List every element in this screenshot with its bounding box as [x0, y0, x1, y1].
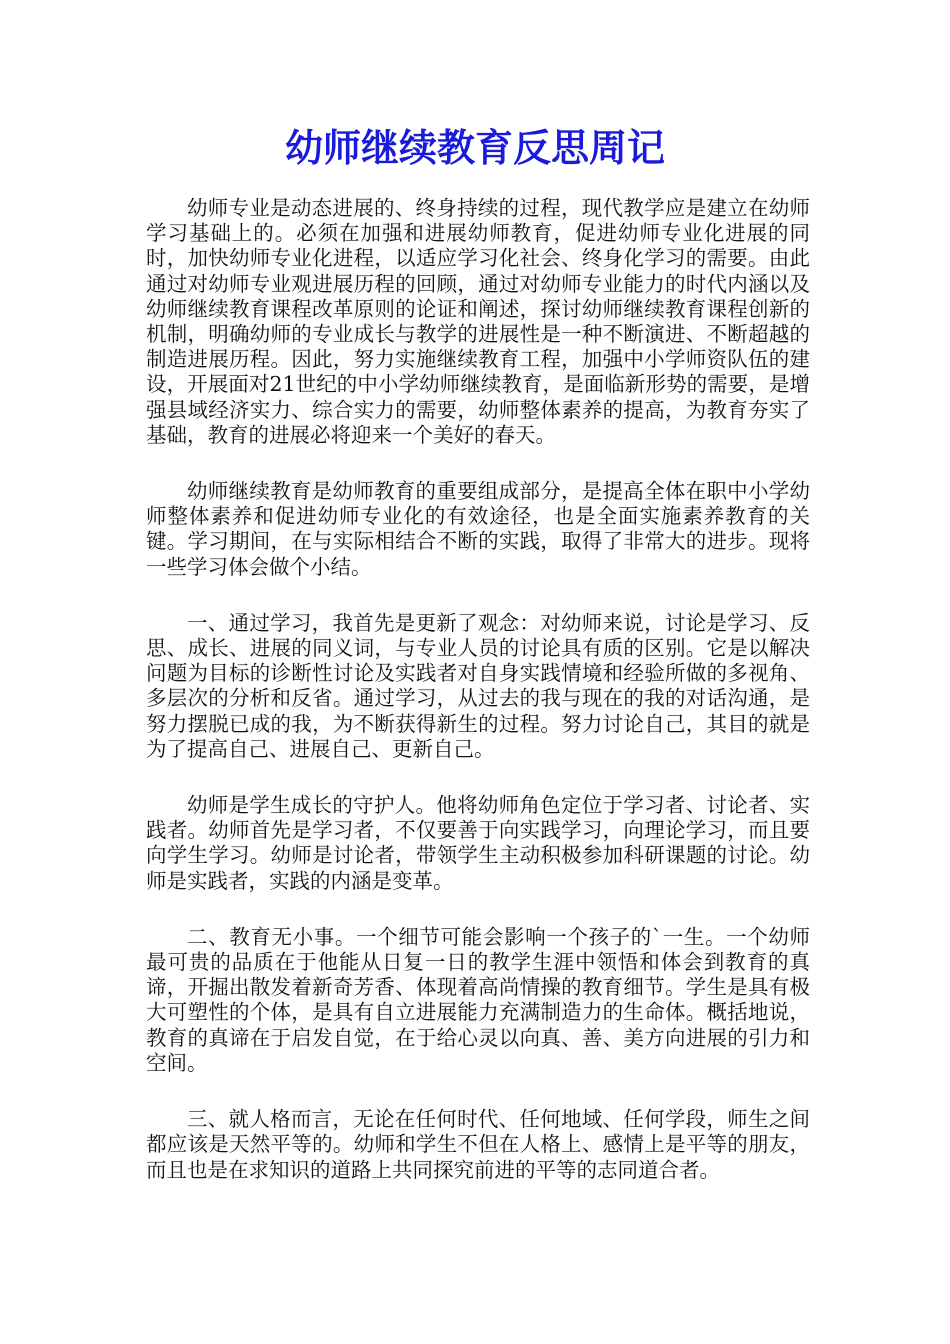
document-body [146, 196, 810, 1214]
paragraph-overview: 幼师继续教育是幼师教育的重要组成部分，是提高全体在职中小学幼师整体素养和促进幼师专业化的有效途径，也是全面实施素养教育的关键。学习期间，在与实际相结合不断的实践，取得了非常大的进步。现将一些学习体会做个小结。 [146, 479, 810, 579]
paragraph-intro: 幼师专业是动态进展的、终身持续的过程，现代教学应是建立在幼师学习基础上的。必须在加强和进展幼师教育，促进幼师专业化进展的同时，加快幼师专业化进程，以适应学习化社会、终身化学习的需要。由此通过对幼师专业观进展历程的回顾，通过对幼师专业能力的时代内涵以及幼师继续教育课程改革原则的论证和阐述，探讨幼师继续教育课程创新的机制，明确幼师的专业成长与教学的进展性是一种不断演进、不断超越的制造进展历程。因此，努力实施继续教育工程，加强中小学师资队伍的建设，开展面对21世纪的中小学幼师继续教育，是面临新形势的需要，是增强县域经济实力、综合实力的需要，幼师整体素养的提高，为教育夯实了基础，教育的进展必将迎来一个美好的春天。 [146, 196, 810, 447]
document-title: 幼师继续教育反思周记 [284, 125, 665, 170]
paragraph-teacher-role: 幼师是学生成长的守护人。他将幼师角色定位于学习者、讨论者、实践者。幼师首先是学习者，不仅要善于向实践学习，向理论学习，而且要向学生学习。幼师是讨论者，带领学生主动积极参加科研课题的讨论。幼师是实践者，实践的内涵是变革。 [146, 793, 810, 893]
paragraph-point-three: 三、就人格而言，无论在任何时代、任何地域、任何学段，师生之间都应该是天然平等的。幼师和学生不但在人格上、感情上是平等的朋友，而且也是在求知识的道路上共同探究前进的平等的志同道合者。 [146, 1107, 810, 1182]
paragraph-point-one: 一、通过学习，我首先是更新了观念：对幼师来说，讨论是学习、反思、成长、进展的同义词，与专业人员的讨论具有质的区别。它是以解决问题为目标的诊断性讨论及实践者对自身实践情境和经验所做的多视角、多层次的分析和反省。通过学习，从过去的我与现在的我的对话沟通，是努力摆脱已成的我，为不断获得新生的过程。努力讨论自己，其目的就是为了提高自己、进展自己、更新自己。 [146, 610, 810, 761]
paragraph-point-two: 二、教育无小事。一个细节可能会影响一个孩子的`一生。一个幼师最可贵的品质在于他能从日复一日的教学生涯中领悟和体会到教育的真谛，开掘出散发着新奇芳香、体现着高尚情操的教育细节。学生是具有极大可塑性的个体，是具有自立进展能力充满制造力的生命体。概括地说，教育的真谛在于启发自觉，在于给心灵以向真、善、美方向进展的引力和空间。 [146, 924, 810, 1075]
